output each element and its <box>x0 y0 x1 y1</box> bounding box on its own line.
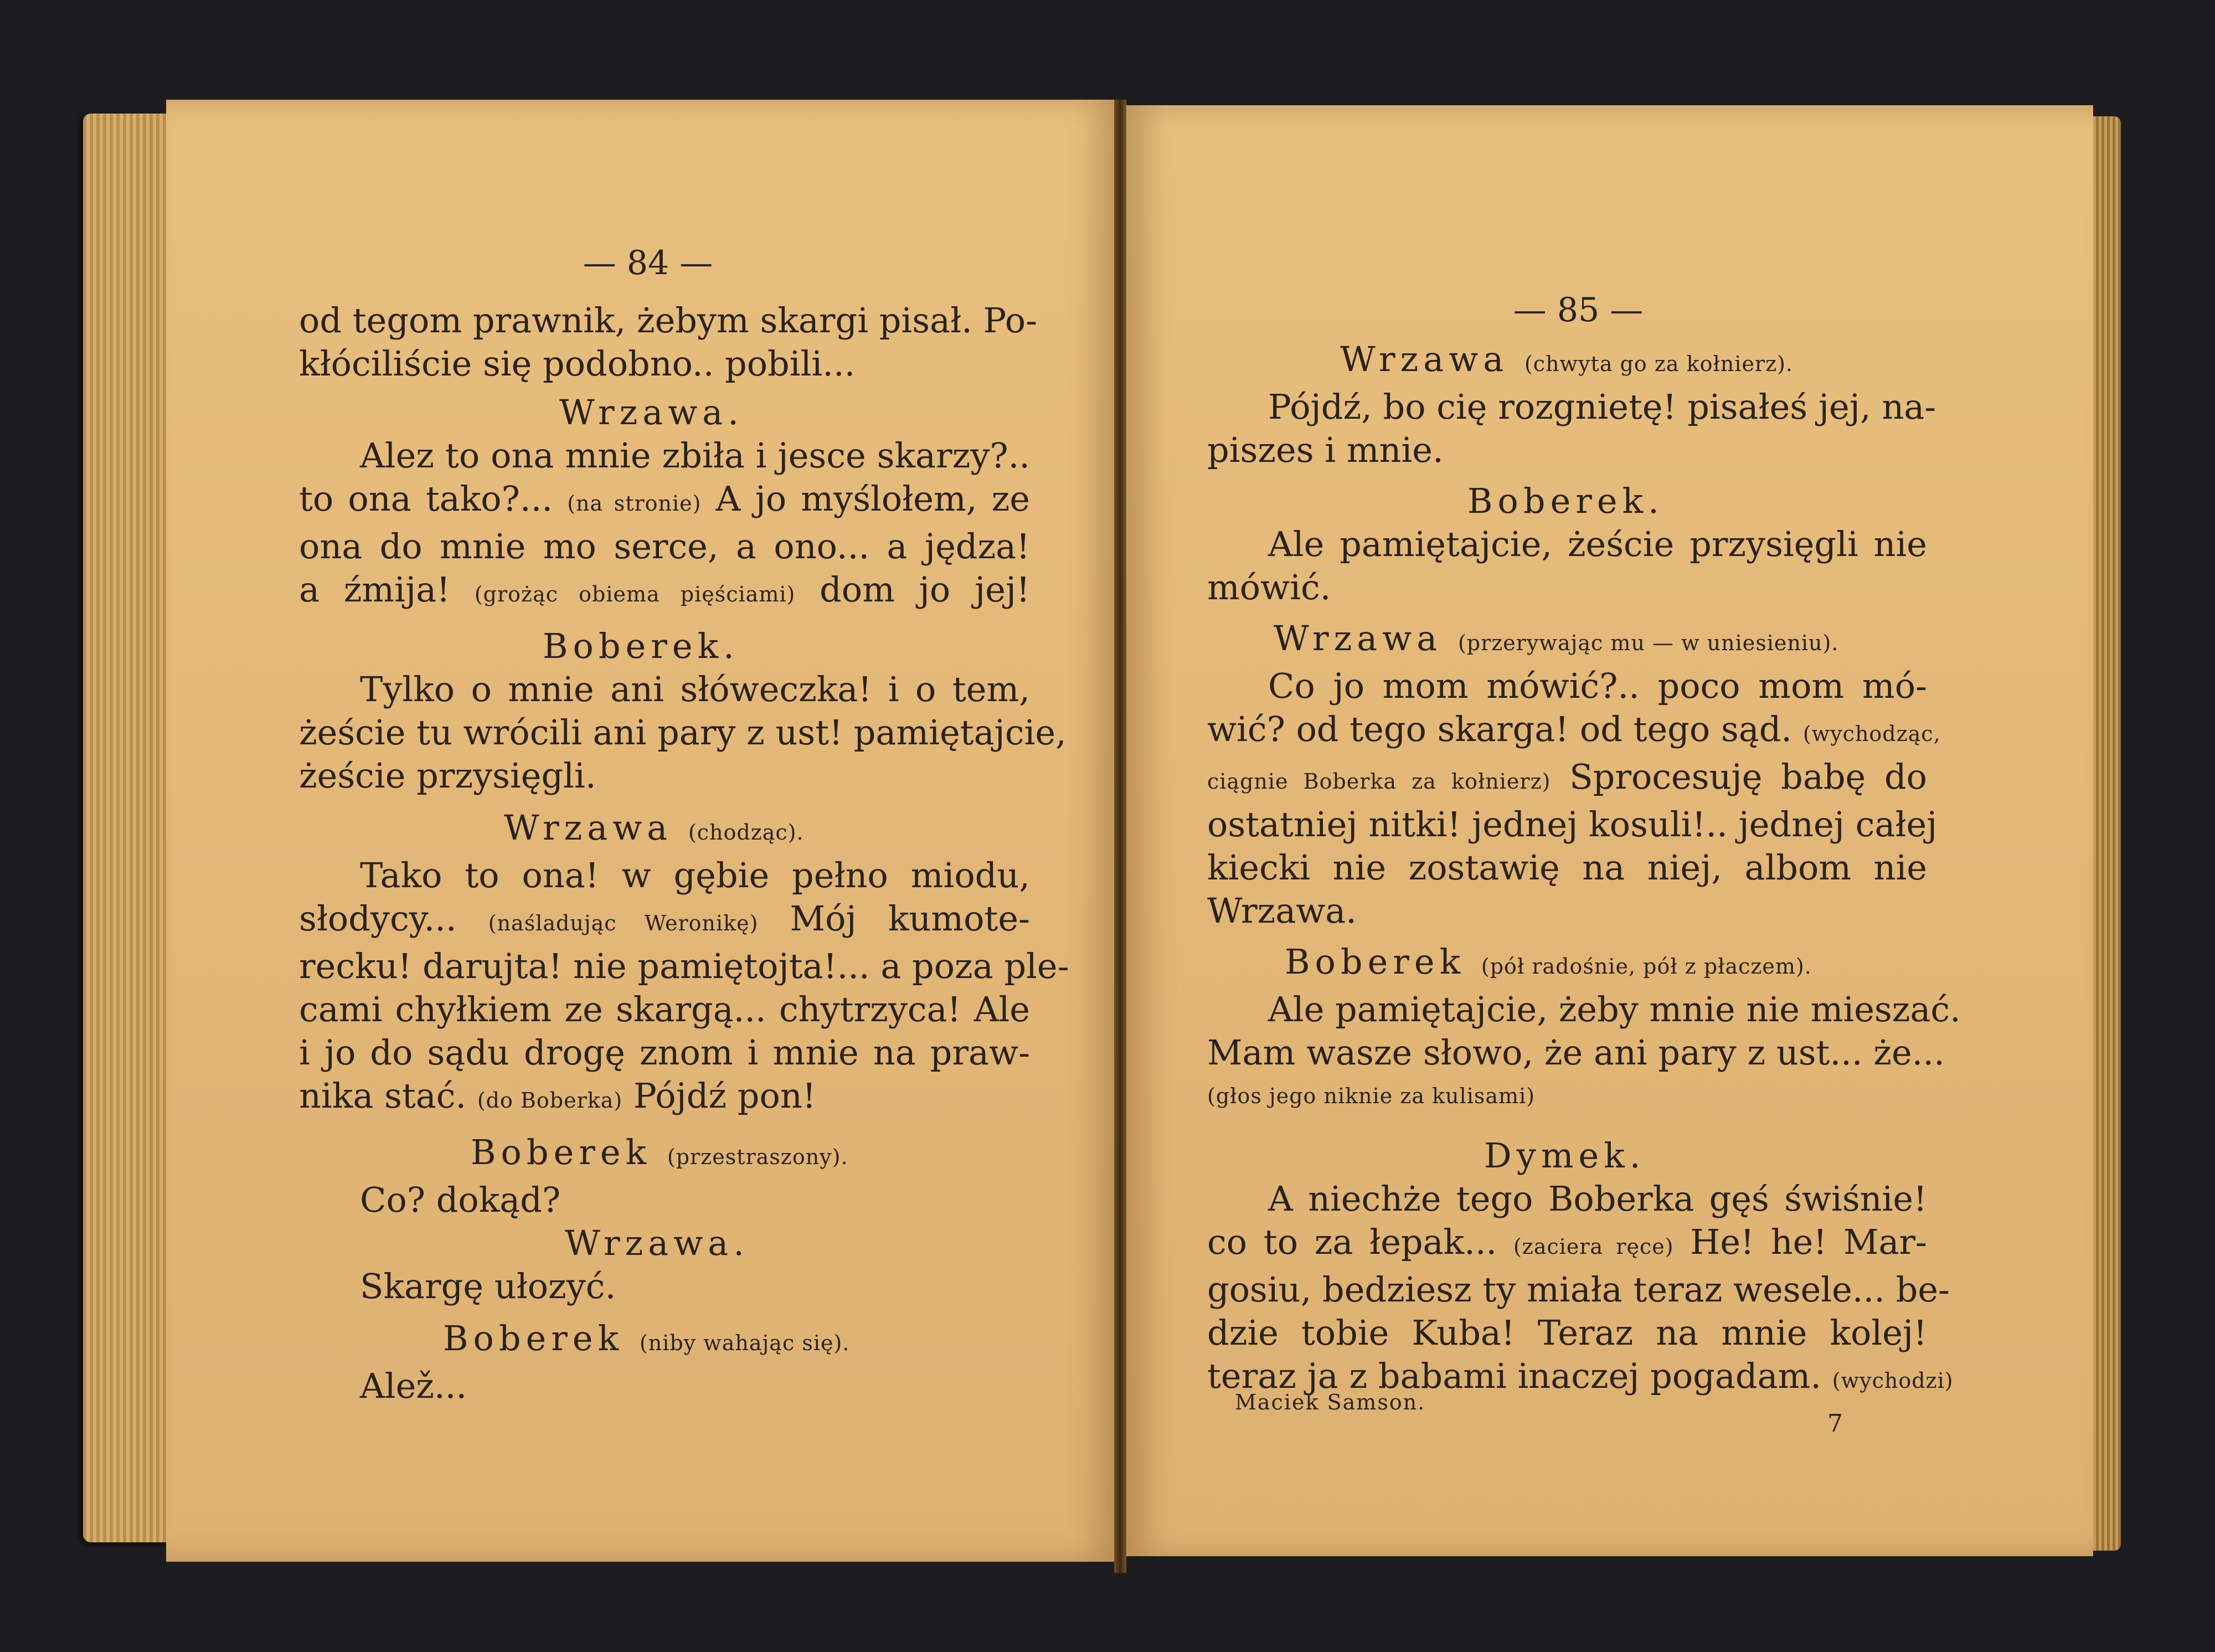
text-line: Alež... <box>360 1366 467 1406</box>
text-line: cami chyłkiem ze skargą... chytrzyca! Ale <box>299 989 1030 1030</box>
stage-direction: (pół radośnie, pół z płaczem). <box>1481 954 1812 979</box>
text-line: piszes i mnie. <box>1207 430 1444 470</box>
speaker-line: Wrzawa (przerywając mu — w uniesieniu). <box>1274 618 1839 658</box>
text-line: Tako to ona! w gębie pełno miodu, <box>360 855 1030 896</box>
speaker-line: Wrzawa (chodząc). <box>504 807 804 848</box>
book-gutter <box>1114 100 1126 1573</box>
stage-direction: (niby wahając się). <box>639 1331 850 1355</box>
text-line: a źmija! (grożąc obiema pięściami) dom jo jej! <box>299 569 1031 610</box>
text-line: żeście tu wrócili ani pary z ust! pamiętajcie, <box>299 712 1067 753</box>
text-line: Tylko o mnie ani słóweczka! i o tem, <box>360 669 1030 709</box>
speaker-name: Dymek. <box>1484 1135 1646 1176</box>
text-line: kiecki nie zostawię na niej, albom nie <box>1207 847 1927 888</box>
speaker-line: Boberek (pół radośnie, pół z płaczem). <box>1285 941 1812 982</box>
text-line: mówić. <box>1207 567 1331 608</box>
text-line: wić? od tego skarga! od tego sąd. (wychodząc, <box>1207 709 1941 749</box>
stage-direction: (naśladując Weronikę) <box>488 911 759 935</box>
text-line: Wrzawa. <box>1207 891 1357 931</box>
speaker-line: Boberek (niby wahając się). <box>443 1318 850 1358</box>
stage-direction: (do Boberka) <box>477 1088 623 1113</box>
text-line: dzie tobie Kuba! Teraz na mnie kolej! <box>1207 1313 1927 1353</box>
text-line: Ale pamiętajcie, żeby mnie nie mieszać. <box>1268 989 1961 1030</box>
stage-direction: (głos jego niknie za kulisami) <box>1207 1084 1536 1108</box>
text-line: gosiu, bedziesz ty miała teraz wesele... be- <box>1207 1269 1950 1310</box>
text-line: Skargę ułozyć. <box>360 1266 616 1306</box>
text-line: Pójdź, bo cię rozgnietę! pisałeś jej, na- <box>1268 387 1936 427</box>
text-line: Co jo mom mówić?.. poco mom mó- <box>1268 666 1927 706</box>
text-line: co to za łepak... (zaciera ręce) He! he! Mar- <box>1207 1222 1927 1262</box>
text-line: ciągnie Boberka za kołnierz) Sprocesuję babę do <box>1207 756 1927 797</box>
stage-direction: (wychodzi) <box>1832 1368 1954 1393</box>
stage-direction: (grożąc obiema pięściami) <box>474 582 796 606</box>
right-page-text <box>1207 338 1961 1402</box>
speaker-name: Boberek. <box>543 626 739 666</box>
stage-direction: (chwyta go za kołnierz). <box>1524 352 1794 376</box>
text-line: Alez to ona mnie zbiła i jesce skarzy?.. <box>360 435 1030 476</box>
text-line: Co? dokąd? <box>360 1180 561 1220</box>
text-line: od tegom prawnik, żebym skargi pisał. Po- <box>299 300 1038 341</box>
stage-direction: (zaciera ręce) <box>1513 1234 1674 1259</box>
text-line: A niechże tego Boberka gęś świśnie! <box>1268 1178 1927 1219</box>
text-line: ona do mnie mo serce, a ono... a jędza! <box>299 526 1030 567</box>
text-line: Mam wasze słowo, że ani pary z ust... że... <box>1207 1032 1945 1073</box>
text-line: to ona tako?... (na stronie) A jo myślołem, ze <box>299 478 1031 519</box>
right-page-number: — 85 — <box>1513 291 1644 330</box>
text-line: Ale pamiętajcie, żeście przysięgli nie <box>1268 524 1927 564</box>
signature-mark: 7 <box>1827 1409 1843 1438</box>
text-line: teraz ja z babami inaczej pogadam. (wychodzi) <box>1207 1356 1954 1396</box>
stage-direction: (przerywając mu — w uniesieniu). <box>1457 631 1839 655</box>
stage-direction: (wychodząc, <box>1802 722 1941 746</box>
text-line: słodycy... (naśladując Weronikę) Mój kumote- <box>299 898 1030 939</box>
text-line: nika stać. (do Boberka) Pójdź pon! <box>299 1075 816 1116</box>
speaker-name: Wrzawa. <box>565 1223 749 1263</box>
stage-direction: (chodząc). <box>688 820 804 845</box>
text-line: kłóciliście się podobno.. pobili... <box>299 343 856 384</box>
text-line: żeście przysięgli. <box>299 755 596 796</box>
speaker-name: Boberek. <box>1467 481 1664 521</box>
left-page-text <box>299 299 1069 1408</box>
stage-direction: ciągnie Boberka za kołnierz) <box>1207 769 1551 794</box>
text-line: recku! darujta! nie pamiętojta!... a poza ple- <box>299 946 1069 986</box>
speaker-line: Wrzawa (chwyta go za kołnierz). <box>1340 339 1794 379</box>
text-line: i jo do sądu drogę znom i mnie na praw- <box>299 1032 1030 1073</box>
stage-direction: (przestraszony). <box>667 1145 848 1169</box>
speaker-line: Boberek (przestraszony). <box>471 1132 848 1172</box>
footer-title: Maciek Samson. <box>1235 1390 1426 1414</box>
stage-direction: (na stronie) <box>567 491 702 516</box>
text-line: ostatniej nitki! jednej kosuli!.. jednej całej <box>1207 804 1938 845</box>
left-page-number: — 84 — <box>583 244 713 282</box>
speaker-name: Wrzawa. <box>559 392 744 433</box>
left-page-edges <box>83 114 172 1542</box>
